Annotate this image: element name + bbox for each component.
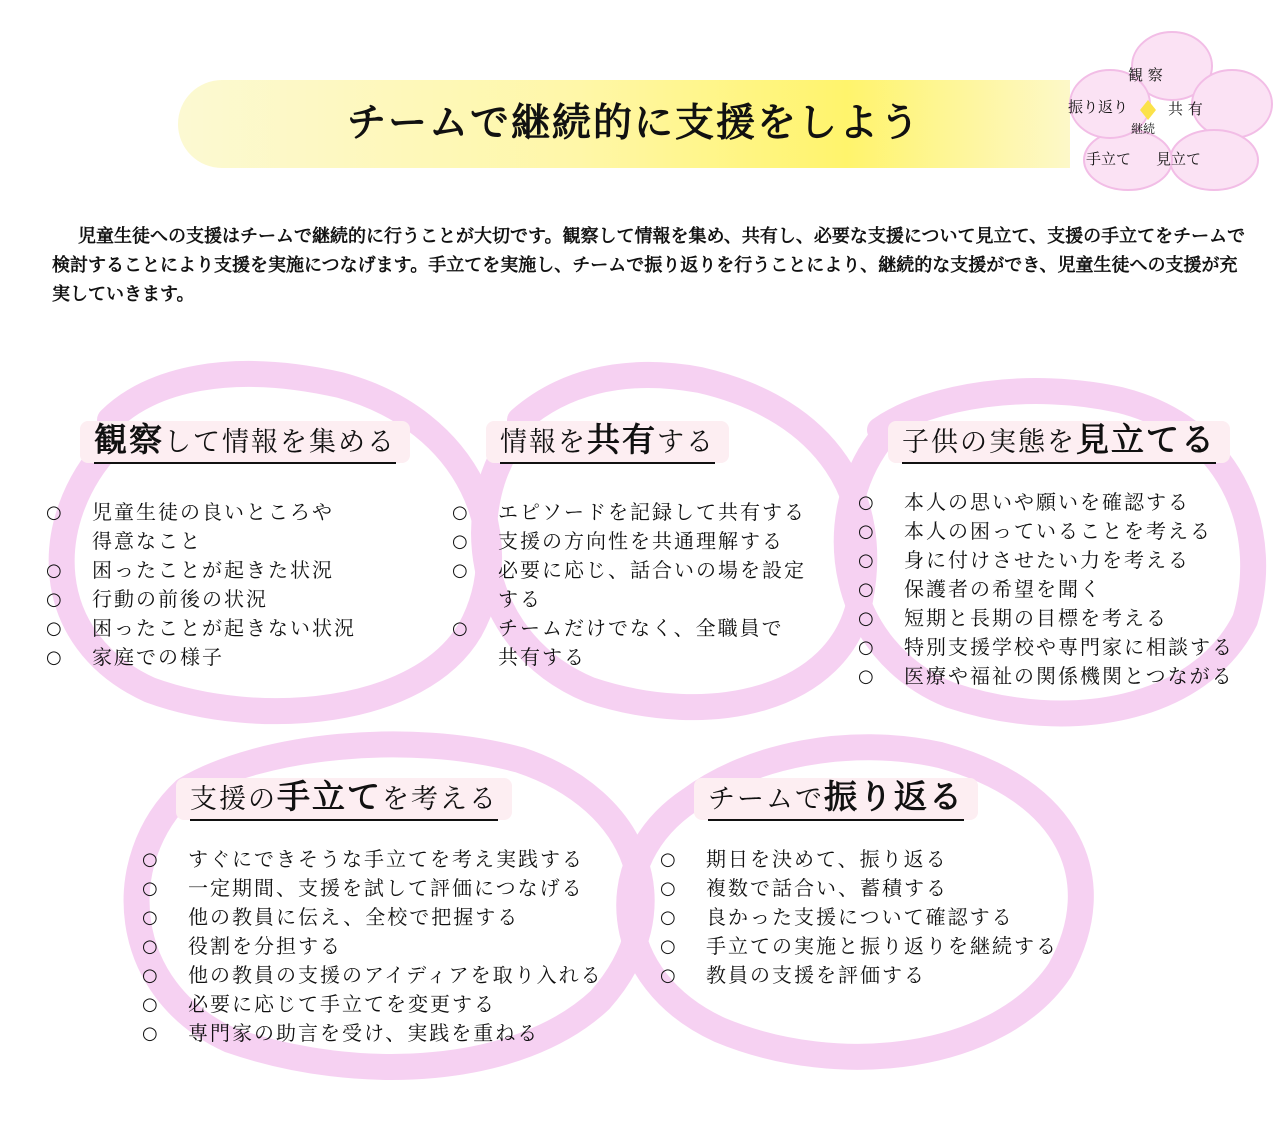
bullet-circle-icon: ○ — [858, 492, 876, 513]
list-item — [452, 498, 862, 527]
list-review — [660, 845, 1100, 990]
list-item-text: 本人の困っていることを考える — [904, 519, 1212, 543]
heading-observe-rest: して情報を集める — [164, 427, 396, 458]
bullet-circle-icon: ○ — [142, 994, 160, 1015]
list-item-text: チームだけでなく、全職員で 共有する — [498, 616, 784, 669]
list-item-text: 他の教員の支援のアイディアを取り入れる — [188, 963, 603, 987]
heading-share — [486, 421, 729, 463]
bullet-circle-icon: ○ — [46, 618, 64, 639]
list-item — [46, 556, 426, 585]
bullet-circle-icon: ○ — [452, 560, 470, 581]
intro-text: 児童生徒への支援はチームで継続的に行うことが大切です。観察して情報を集め、共有し、必要な支援について見立て、支援の手立てをチームで検討することにより支援を実施につなげます。手立てを実施し、チームで振り返りを行うことにより、継続的な支援ができ、児童生徒への支援が充実していきます。 — [52, 226, 1246, 305]
bullet-circle-icon: ○ — [660, 849, 678, 870]
list-item-text: 困ったことが起きない状況 — [92, 616, 356, 640]
heading-observe — [80, 421, 410, 463]
flower-label-share: 共 有 — [1168, 100, 1203, 118]
list-item — [660, 903, 1100, 932]
list-item — [858, 633, 1278, 662]
list-item — [660, 874, 1100, 903]
heading-assess-pre: 子供の実態を — [902, 427, 1076, 458]
list-item-text: 役割を分担する — [188, 934, 342, 958]
bullet-circle-icon: ○ — [858, 550, 876, 571]
heading-share-pre: 情報を — [500, 427, 587, 458]
list-item-text: 一定期間、支援を試して評価につなげる — [188, 876, 584, 900]
heading-review — [694, 778, 978, 820]
bullet-circle-icon: ○ — [46, 502, 64, 523]
list-item — [46, 585, 426, 614]
list-item — [858, 488, 1278, 517]
bullet-circle-icon: ○ — [660, 878, 678, 899]
list-item-text: 特別支援学校や専門家に相談する — [904, 635, 1234, 659]
list-assess — [858, 488, 1278, 691]
list-item-text: 手立ての実施と振り返りを継続する — [706, 934, 1058, 958]
list-item-text: エピソードを記録して共有する — [498, 500, 806, 524]
heading-plan-emphasis: 手立て — [277, 777, 382, 816]
bullet-circle-icon: ○ — [858, 608, 876, 629]
list-item-text: 短期と長期の目標を考える — [904, 606, 1168, 630]
list-item-text: 複数で話合い、蓄積する — [706, 876, 948, 900]
heading-assess — [888, 421, 1230, 463]
bullet-circle-icon: ○ — [142, 1023, 160, 1044]
list-plan — [142, 845, 662, 1048]
list-item-text: 家庭での様子 — [92, 645, 224, 669]
list-item — [452, 614, 862, 672]
intro-paragraph — [52, 222, 1252, 309]
flower-label-observe: 観 察 — [1128, 66, 1163, 84]
list-observe — [46, 498, 426, 672]
list-item-text: 必要に応じて手立てを変更する — [188, 992, 496, 1016]
bullet-circle-icon: ○ — [142, 849, 160, 870]
list-item — [46, 643, 426, 672]
heading-plan — [176, 778, 512, 820]
bullet-circle-icon: ○ — [46, 560, 64, 581]
list-item-text: 支援の方向性を共通理解する — [498, 529, 784, 553]
list-share — [452, 498, 862, 672]
heading-observe-emphasis: 観察 — [94, 420, 164, 459]
list-item-text: 困ったことが起きた状況 — [92, 558, 334, 582]
list-item — [142, 845, 662, 874]
list-item — [858, 517, 1278, 546]
heading-review-emphasis: 振り返る — [824, 777, 964, 816]
list-item-text: 専門家の助言を受け、実践を重ねる — [188, 1021, 540, 1045]
list-item-text: 他の教員に伝え、全校で把握する — [188, 905, 520, 929]
bullet-circle-icon: ○ — [858, 666, 876, 687]
list-item — [142, 1019, 662, 1048]
list-item-text: すぐにできそうな手立てを考え実践する — [188, 847, 584, 871]
list-item — [46, 498, 426, 556]
list-item-text: 医療や福祉の関係機関とつながる — [904, 664, 1234, 688]
list-item — [858, 662, 1278, 691]
heading-plan-pre: 支援の — [190, 784, 277, 815]
list-item-text: 児童生徒の良いところや 得意なこと — [92, 500, 334, 553]
bullet-circle-icon: ○ — [858, 637, 876, 658]
list-item-text: 行動の前後の状況 — [92, 587, 268, 611]
list-item — [660, 961, 1100, 990]
list-item — [660, 932, 1100, 961]
heading-share-post: する — [657, 427, 715, 458]
bullet-circle-icon: ○ — [452, 502, 470, 523]
heading-review-pre: チームで — [708, 784, 824, 815]
list-item — [452, 556, 862, 614]
list-item-text: 教員の支援を評価する — [706, 963, 926, 987]
bullet-circle-icon: ○ — [452, 618, 470, 639]
list-item-text: 本人の思いや願いを確認する — [904, 490, 1190, 514]
bullet-circle-icon: ○ — [142, 936, 160, 957]
bullet-circle-icon: ○ — [142, 965, 160, 986]
flower-label-review: 振り返り — [1068, 98, 1129, 116]
flower-label-center: 継続 — [1131, 122, 1156, 136]
bullet-circle-icon: ○ — [858, 579, 876, 600]
list-item — [858, 546, 1278, 575]
flower-label-assess: 見立て — [1156, 150, 1202, 168]
list-item-text: 良かった支援について確認する — [706, 905, 1014, 929]
bullet-circle-icon: ○ — [46, 647, 64, 668]
list-item-text: 必要に応じ、話合いの場を設定 する — [498, 558, 806, 611]
bullet-circle-icon: ○ — [660, 907, 678, 928]
list-item — [858, 575, 1278, 604]
list-item — [858, 604, 1278, 633]
list-item-text: 身に付けさせたい力を考える — [904, 548, 1190, 572]
heading-assess-emphasis: 見立てる — [1076, 420, 1216, 459]
bullet-circle-icon: ○ — [142, 907, 160, 928]
flower-label-plan: 手立て — [1086, 150, 1132, 168]
list-item-text: 期日を決めて、振り返る — [706, 847, 948, 871]
bullet-circle-icon: ○ — [142, 878, 160, 899]
list-item — [142, 903, 662, 932]
heading-plan-post: を考える — [382, 784, 498, 815]
list-item-text: 保護者の希望を聞く — [904, 577, 1102, 601]
list-item — [142, 961, 662, 990]
bullet-circle-icon: ○ — [858, 521, 876, 542]
bullet-circle-icon: ○ — [660, 936, 678, 957]
list-item — [142, 990, 662, 1019]
list-item — [142, 874, 662, 903]
list-item — [660, 845, 1100, 874]
page-title: チームで継続的に支援をしよう — [346, 101, 921, 146]
bullet-circle-icon: ○ — [46, 589, 64, 610]
bullet-circle-icon: ○ — [452, 531, 470, 552]
list-item — [142, 932, 662, 961]
list-item — [452, 527, 862, 556]
bullet-circle-icon: ○ — [660, 965, 678, 986]
heading-share-emphasis: 共有 — [587, 420, 657, 459]
list-item — [46, 614, 426, 643]
